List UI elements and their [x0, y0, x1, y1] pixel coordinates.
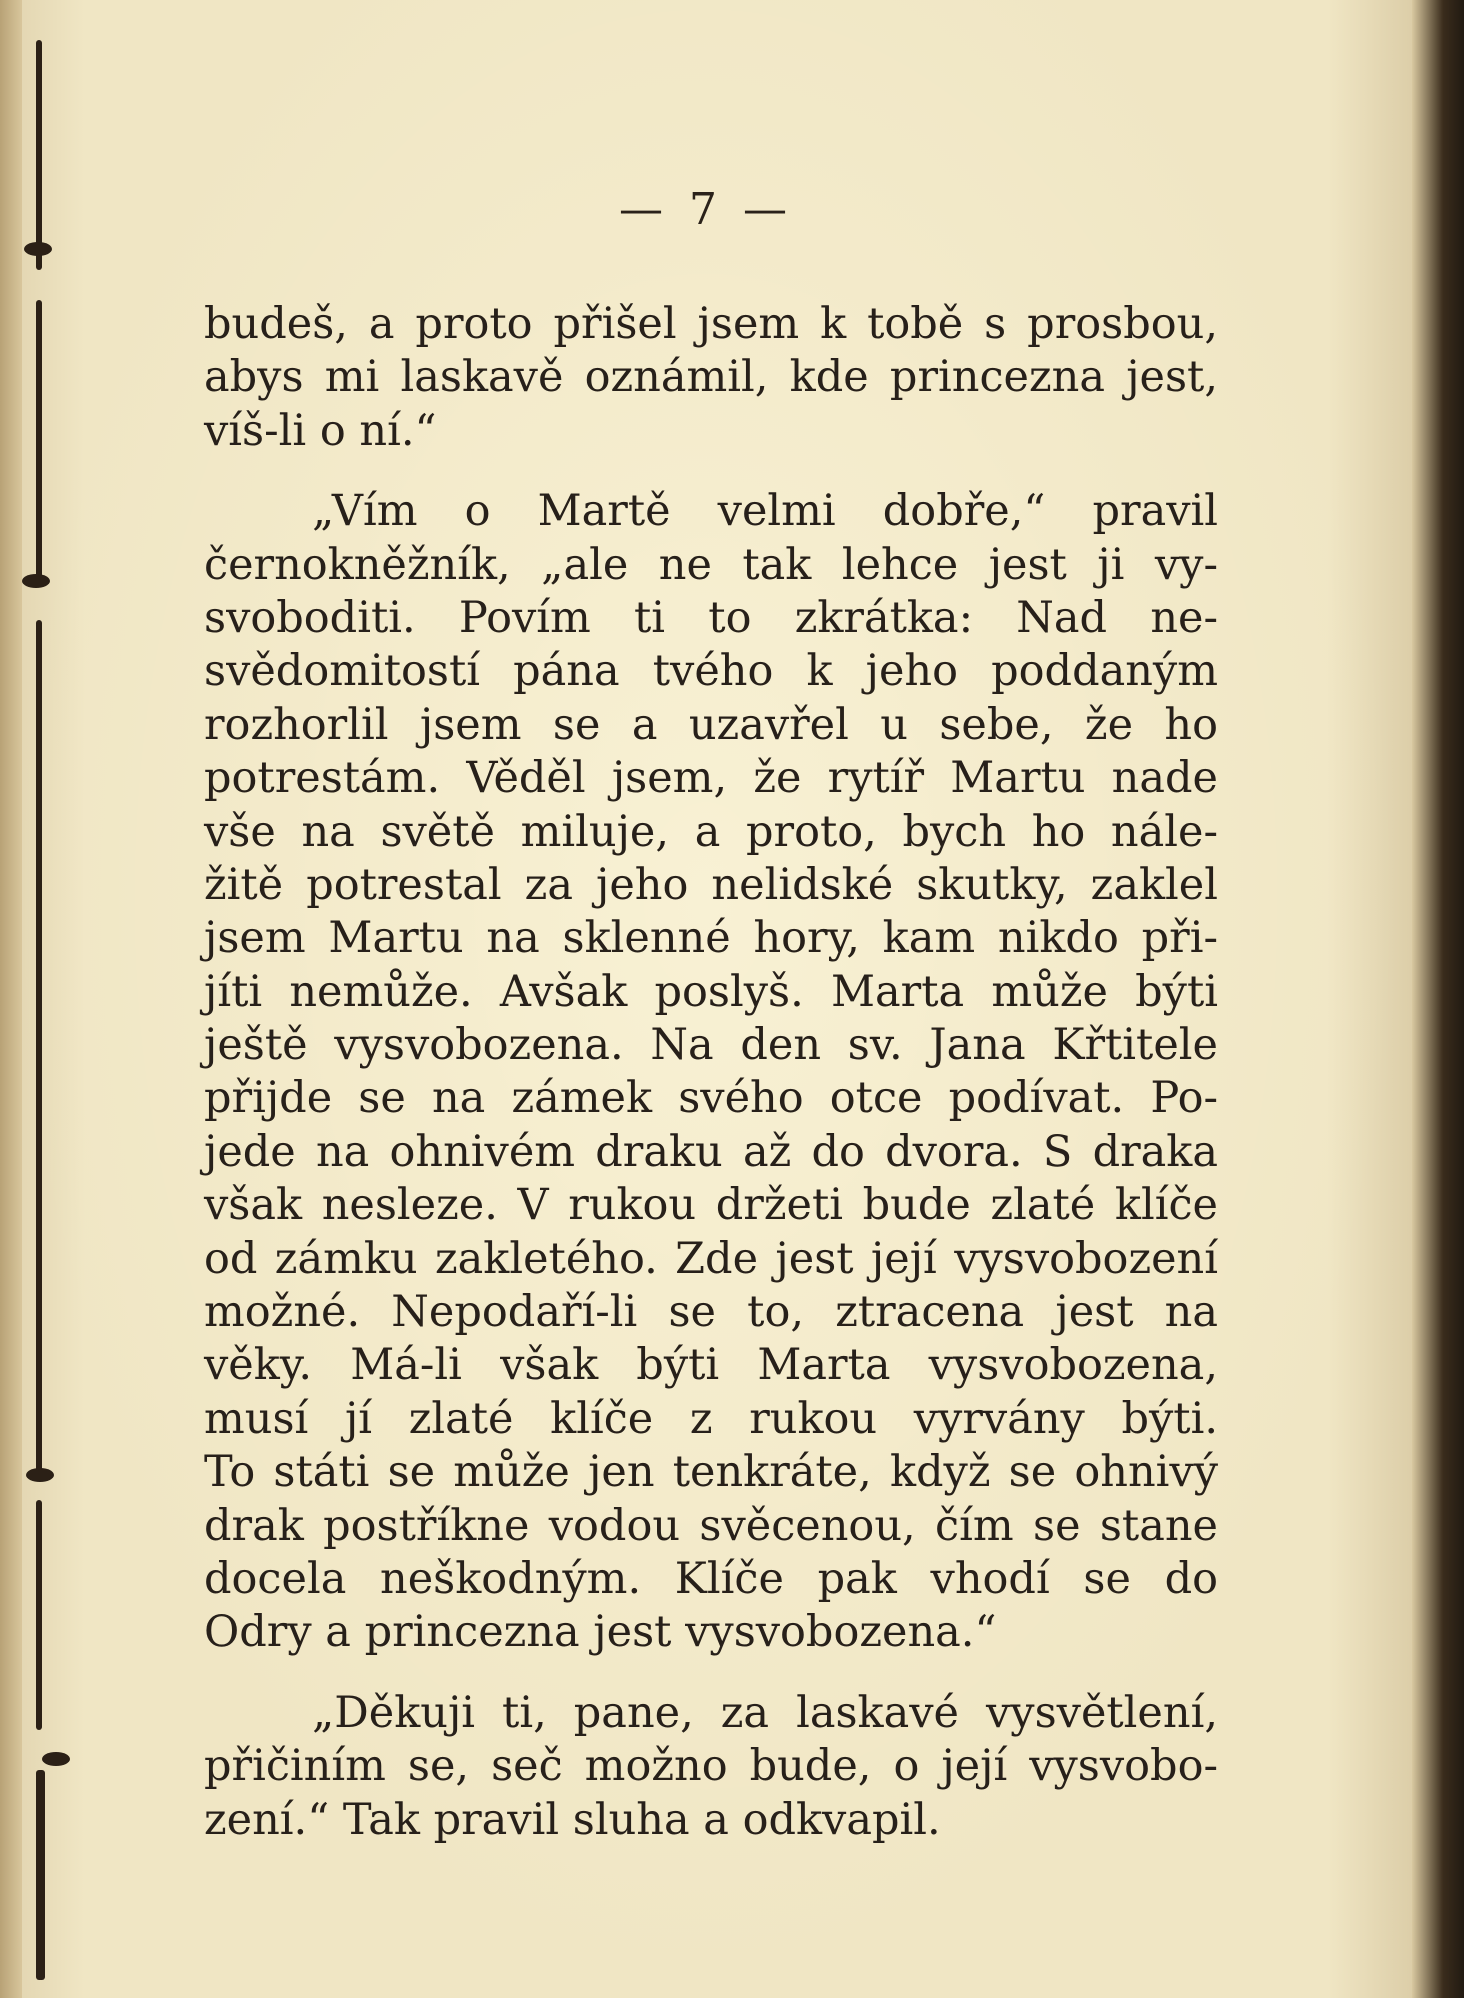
text-line: „Vím o Martě velmi dobře,“ pravil: [312, 486, 1218, 537]
text-line: ještě vysvobozena. Na den sv. Jana Křtitele: [204, 1020, 1218, 1071]
body-text: [204, 298, 1218, 1847]
text-line: žitě potrestal za jeho nelidské skutky, zaklel: [204, 859, 1218, 910]
text-line: možné. Nepodaří-li se to, ztracena jest na: [204, 1287, 1218, 1338]
binding-thread: [36, 1770, 45, 1980]
text-line: přijde se na zámek svého otce podívat. Po-: [204, 1073, 1218, 1124]
text-line: černokněžník, „ale ne tak lehce jest ji vy-: [204, 539, 1218, 590]
text-line: jíti nemůže. Avšak poslyš. Marta může býti: [204, 966, 1218, 1017]
binding-thread: [36, 1500, 42, 1730]
text-line: To státi se může jen tenkráte, když se ohnivý: [204, 1447, 1218, 1498]
text-line: víš-li o ní.“: [204, 405, 437, 456]
binding-stitch: [22, 574, 50, 588]
text-line: musí jí zlaté klíče z rukou vyrvány býti.: [204, 1393, 1218, 1444]
text-line: potrestám. Věděl jsem, že rytíř Martu nade: [204, 753, 1218, 804]
text-line: jede na ohnivém draku až do dvora. S draka: [204, 1126, 1218, 1177]
text-line: docela neškodným. Klíče pak vhodí se do: [204, 1553, 1218, 1604]
text-line: svoboditi. Povím ti to zkrátka: Nad ne-: [204, 592, 1218, 643]
text-line: drak postříkne vodou svěcenou, čím se stane: [204, 1500, 1218, 1551]
text-line: „Děkuji ti, pane, za laskavé vysvětlení,: [312, 1687, 1218, 1738]
binding-stitch: [26, 1468, 54, 1482]
text-line: abys mi laskavě oznámil, kde princezna jest,: [204, 352, 1218, 403]
page-number: — 7 —: [619, 184, 793, 235]
binding-gutter: [0, 0, 22, 1998]
text-line: zení.“ Tak pravil sluha a odkvapil.: [204, 1794, 941, 1845]
paragraph: [204, 298, 1218, 458]
text-line: věky. Má-li však býti Marta vysvobozena,: [204, 1340, 1218, 1391]
text-line: budeš, a proto přišel jsem k tobě s prosbou,: [204, 299, 1218, 349]
binding-thread: [36, 300, 42, 580]
text-line: svědomitostí pána tvého k jeho poddaným: [204, 646, 1218, 697]
page-edge: [1412, 0, 1464, 1998]
text-line: rozhorlil jsem se a uzavřel u sebe, že ho: [204, 699, 1218, 750]
binding-stitch: [42, 1752, 70, 1766]
text-line: jsem Martu na sklenné hory, kam nikdo při-: [204, 913, 1218, 964]
paragraph: [204, 1687, 1218, 1847]
binding-thread: [36, 620, 42, 1480]
text-line: od zámku zakletého. Zde jest její vysvobození: [204, 1233, 1218, 1284]
text-line: Odry a princezna jest vysvobozena.“: [204, 1607, 997, 1658]
text-line: vše na světě miluje, a proto, bych ho nále-: [204, 806, 1218, 857]
text-line: přičiním se, seč možno bude, o její vysvobo-: [204, 1741, 1218, 1792]
text-line: však nesleze. V rukou držeti bude zlaté klíče: [204, 1180, 1218, 1231]
paragraph: [204, 485, 1218, 1660]
binding-stitch: [24, 242, 52, 256]
binding-thread: [36, 40, 42, 270]
